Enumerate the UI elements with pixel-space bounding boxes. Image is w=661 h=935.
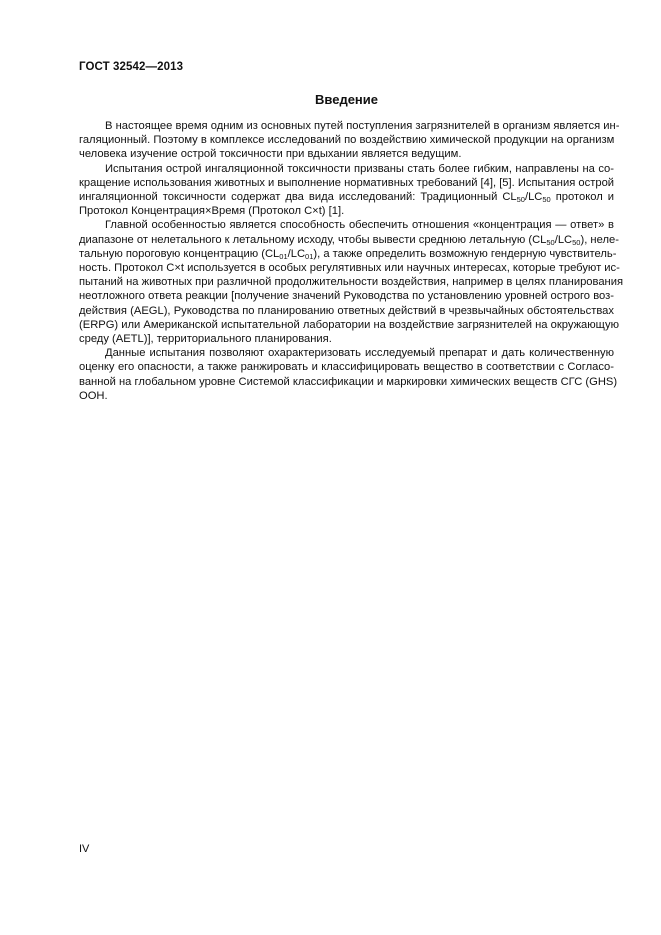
text-line: Протокол Концентрация×Время (Протокол C×t) [1]. <box>79 205 345 218</box>
text-line: неотложного ответа реакции [получение значений Руководства по установлению уровней острого воз- <box>79 290 614 303</box>
text-line: В настоящее время одним из основных путей поступления загрязнителей в организм является ин- <box>105 120 620 132</box>
text-line: Испытания острой ингаляционной токсичности призваны стать более гибким, направлены на со- <box>105 162 614 175</box>
text-line: оценку его опасности, а также ранжировать и классифицировать вещество в соответствии с Согласо- <box>79 361 614 374</box>
text-line: кращение использования животных и выполнение нормативных требований [4], [5]. Испытания острой <box>79 176 615 189</box>
text-line: действия (AEGL), Руководства по планированию ответных действий в чрезвычайных обстоятельствах <box>79 304 614 317</box>
text-line: ингаляционной токсичности содержат два вида исследований: Традиционный $CL_{50}/LC_{50}$ протокол и <box>79 191 614 205</box>
paragraph-2 <box>79 162 614 219</box>
text-line: ванной на глобальном уровне Системой классификации и маркировки химических веществ СГС (GHS) <box>79 375 618 388</box>
standard-code-header: ГОСТ 32542—2013 <box>79 61 184 73</box>
text-line: пытаний на животных при различной продолжительности воздействия, например в целях планирования <box>79 276 624 289</box>
text-line: ность. Протокол C×t используется в особых регулятивных или научных интересах, которые требуют ис- <box>79 262 620 275</box>
text-line: галяционный. Поэтому в комплексе исследований по воздействию химической продукции на организм <box>79 134 615 147</box>
text-line: диапазоне от нелетального к летальному исходу, чтобы вывести среднюю летальную $(CL_{50}/LC_{50})$, неле- <box>79 233 619 247</box>
text-line: человека изучение острой токсичности при вдыхании является ведущим. <box>79 148 462 161</box>
text-line: тальную пороговую концентрацию $(CL_{01}/LC_{01})$, а также определить возможную гендерную чувствитель- <box>79 247 617 261</box>
page-number: IV <box>79 843 90 855</box>
text-line: (ERPG) или Американской испытательной лаборатории на воздействие загрязнителей на окружающую <box>79 318 619 331</box>
paragraph-1 <box>79 119 620 162</box>
text-line: среду (AETL)], территориального планирования. <box>79 333 332 346</box>
paragraph-3 <box>79 218 624 346</box>
text-line: Данные испытания позволяют охарактеризовать исследуемый препарат и дать количественную <box>105 347 614 360</box>
text-line: ООН. <box>79 389 108 402</box>
section-title: Введение <box>315 92 378 107</box>
paragraph-4 <box>79 346 618 403</box>
text-line: Главной особенностью является способность обеспечить отношения «концентрация — ответ» в <box>105 219 614 232</box>
body-text <box>79 119 624 403</box>
